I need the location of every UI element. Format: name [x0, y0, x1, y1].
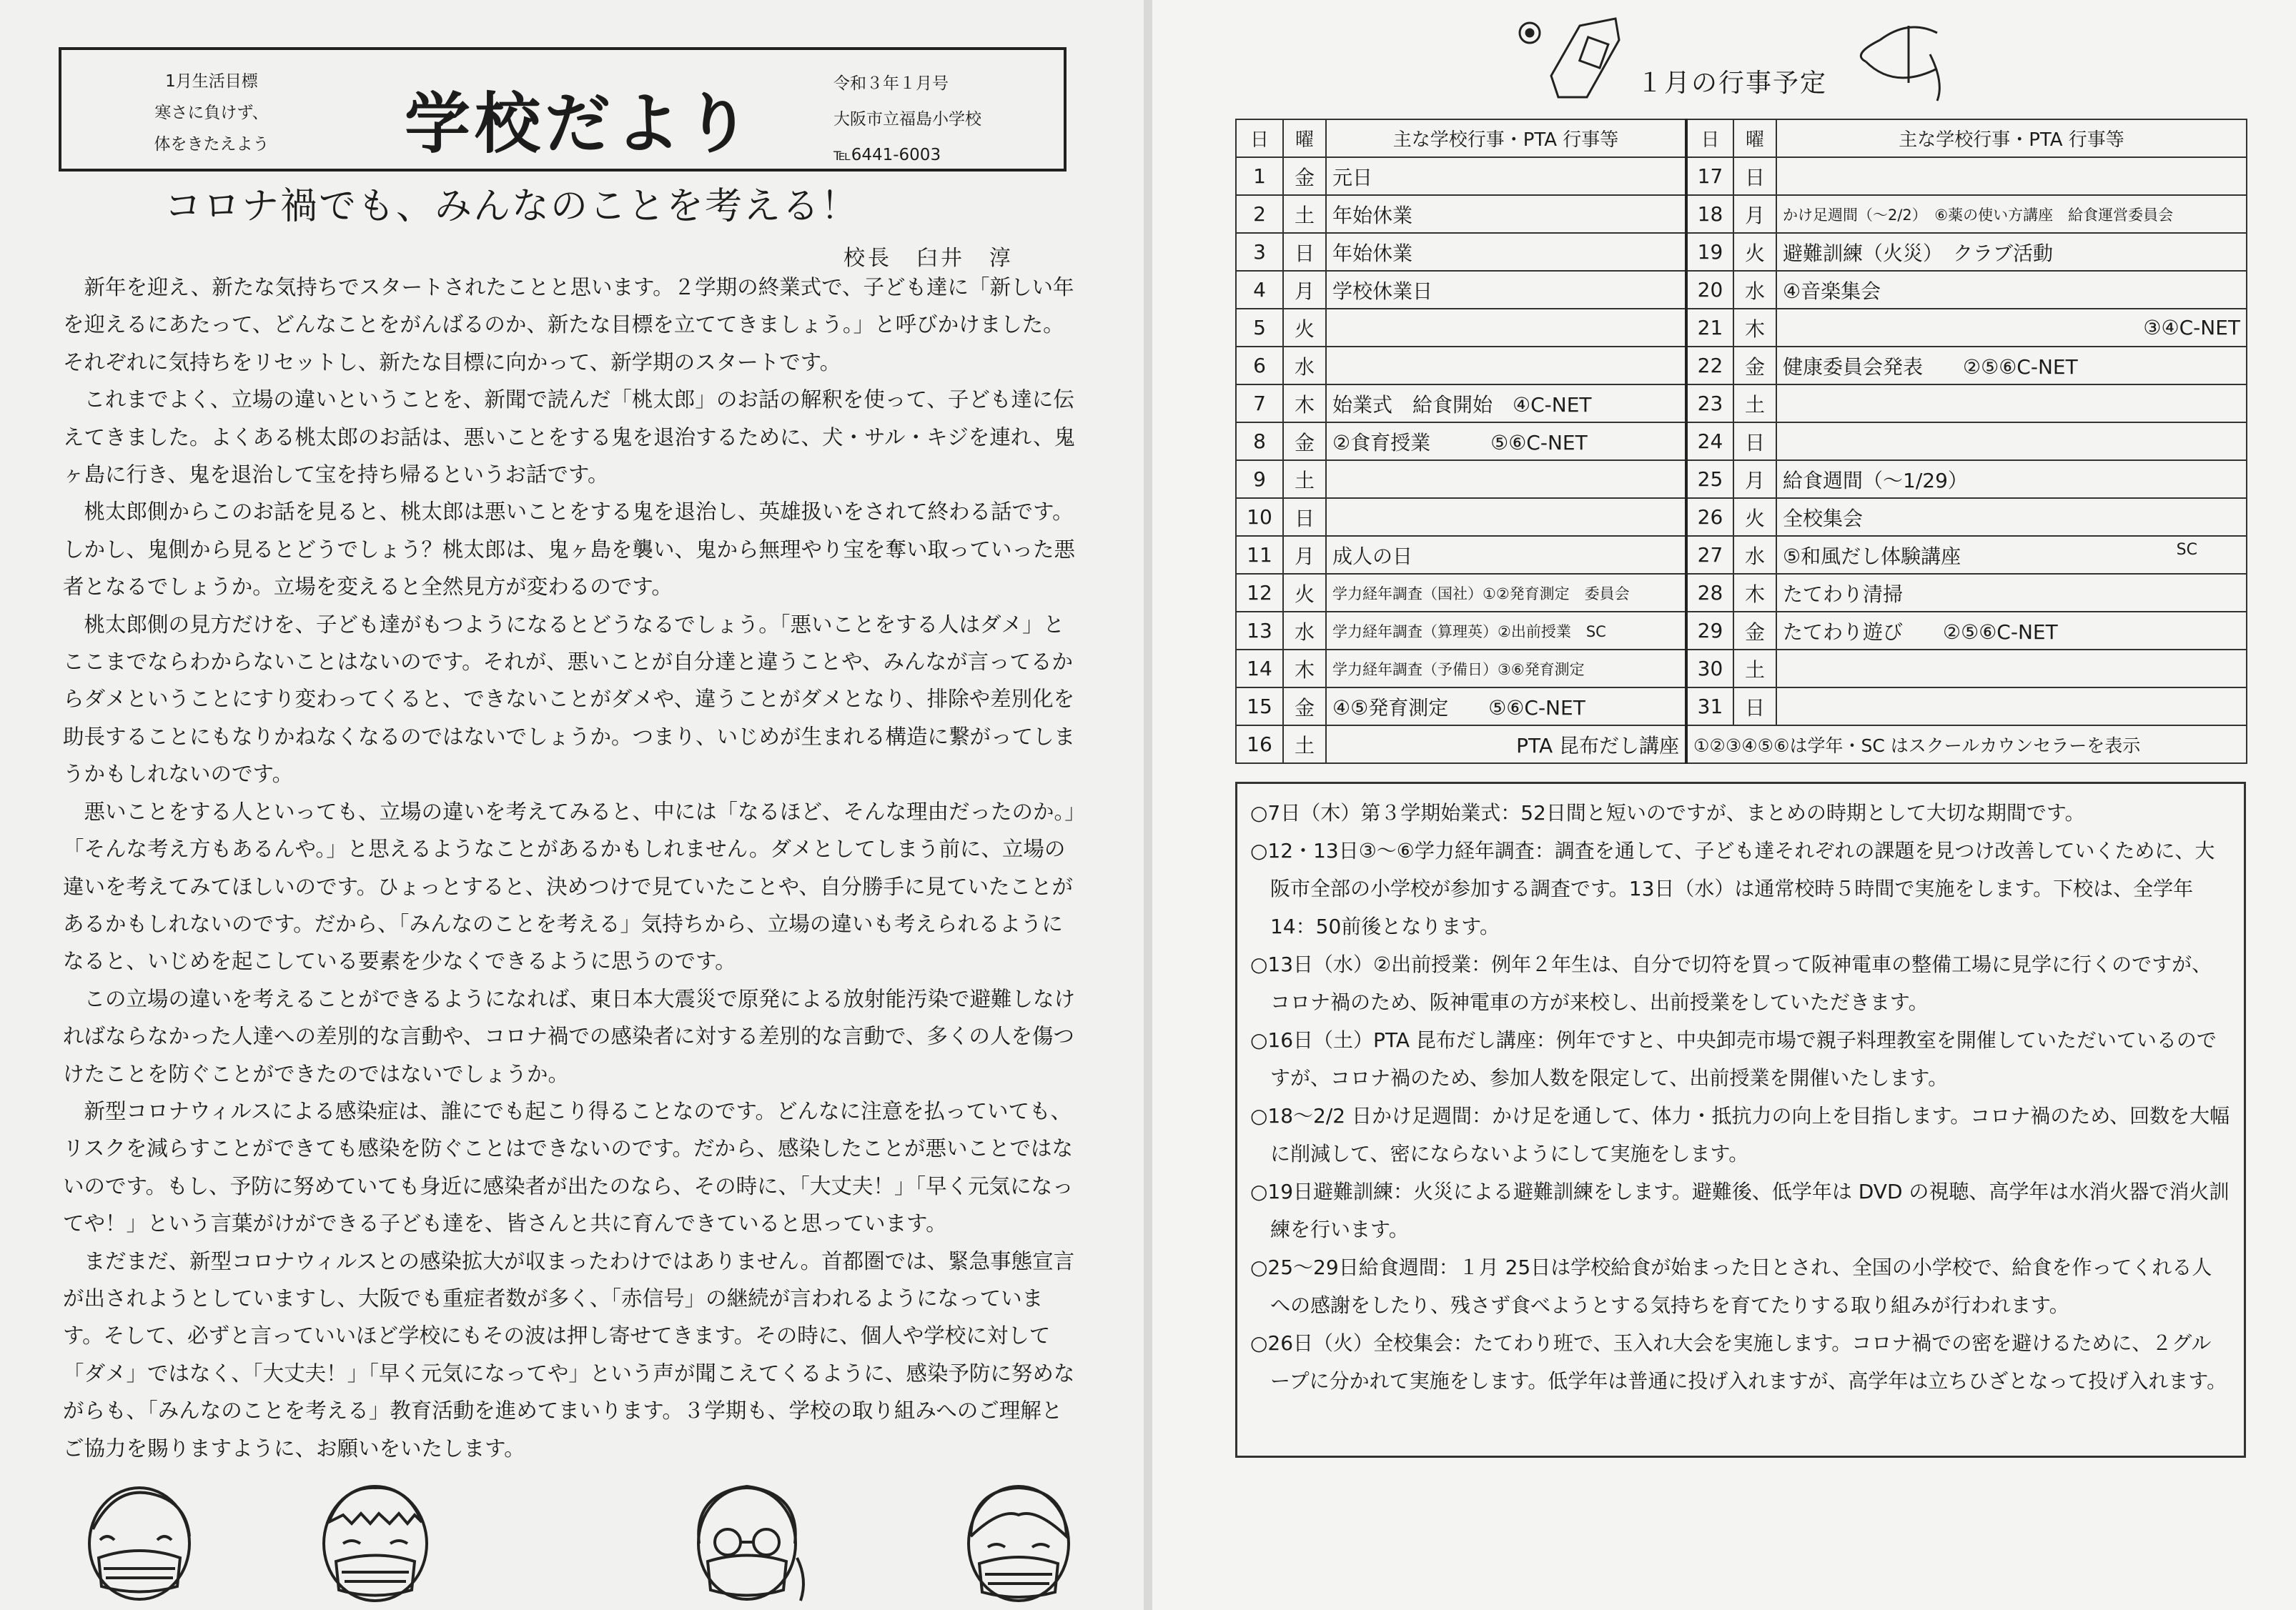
event-text: ⑤和風だし体験講座 [1783, 544, 1961, 568]
day-of-week: 水 [1733, 271, 1776, 309]
day-number: 6 [1236, 347, 1283, 384]
calendar-row [1236, 309, 2247, 347]
calendar-row [1236, 536, 2247, 574]
calendar-row [1236, 460, 2247, 498]
calendar-title: １月の行事予定 [1637, 69, 1828, 98]
day-of-week: 土 [1283, 195, 1326, 233]
day-number: 3 [1236, 233, 1283, 271]
event-cell [1326, 498, 1686, 536]
event-cell [1326, 460, 1686, 498]
day-of-week: 月 [1733, 460, 1776, 498]
event-cell: 学校休業日 [1326, 271, 1686, 309]
left-page [0, 0, 1144, 1610]
paragraph: まだまだ、新型コロナウィルスとの感染拡大が収まったわけではありません。首都圏では、緊急事態宣言が出されようとしていますし、大阪でも重症者数が多く、「赤信号」の継続が言われるようになっています。そして、必ずと言っていいほど学校にもその波は押し寄せてきます。その時に、個人や学校に対して「ダメ」ではなく、「大丈夫！」「早く元気になってや」という声が聞こえてくるように、感染予防に努めながらも、「みんなのことを考える」教育活動を進めてまいります。３学期も、学校の取り組みへのご理解とご協力を賜りますように、お願いをいたします。 [63, 1248, 1075, 1461]
day-of-week: 木 [1283, 650, 1326, 687]
event-cell: 学力経年調査（国社）①②発育測定 委員会 [1326, 574, 1686, 612]
school-name: 大阪市立福島小学校 [833, 110, 981, 129]
day-number: 22 [1686, 347, 1733, 384]
event-cell: 年始休業 [1326, 195, 1686, 233]
event-cell [1326, 309, 1686, 347]
day-of-week: 水 [1733, 536, 1776, 574]
event-cell: ③④C-NET [1776, 309, 2247, 347]
article-author: 校長 臼井 淳 [843, 246, 1014, 271]
day-number: 25 [1686, 460, 1733, 498]
note-item: ○25～29日給食週間：１月 25日は学校給食が始まった日とされ、全国の小学校で、給食を作ってくれる人への感謝をしたり、残さず食べようとする気持ちを育てたりする取り組みが行われます。 [1250, 1256, 2212, 1317]
day-number: 31 [1686, 687, 1733, 725]
event-cell: 給食週間（～1/29） [1776, 460, 2247, 498]
day-number: 21 [1686, 309, 1733, 347]
day-number: 2 [1236, 195, 1283, 233]
day-number: 8 [1236, 422, 1283, 460]
day-of-week: 土 [1733, 650, 1776, 687]
day-number: 16 [1236, 725, 1283, 763]
event-cell [1776, 687, 2247, 725]
goal-line-2: 体をきたえよう [154, 135, 269, 154]
paragraph: これまでよく、立場の違いということを、新聞で読んだ「桃太郎」のお話の解釈を使って、子ども達に伝えてきました。よくある桃太郎のお話は、悪いことをする鬼を退治するために、犬・サル・キジを連れ、鬼ヶ島に行き、鬼を退治して宝を持ち帰るというお話です。 [63, 387, 1076, 487]
paragraph: 新型コロナウィルスによる感染症は、誰にでも起こり得ることなのです。どんなに注意を払っていても、リスクを減らすことができても感染を防ぐことはできないのです。だから、感染したことが悪いことではないのです。もし、予防に努めていても身近に感染者が出たのなら、その時に、「大丈夫！」「早く元気になってや！」という言葉がけができる子ども達を、皆さんと共に育んできていると思っています。 [63, 1098, 1074, 1236]
day-of-week: 火 [1733, 233, 1776, 271]
masked-children-illustration [57, 1472, 1101, 1608]
day-number: 12 [1236, 574, 1283, 612]
calendar-row [1236, 157, 2247, 195]
calendar-row [1236, 422, 2247, 460]
day-number: 7 [1236, 384, 1283, 422]
day-number: 26 [1686, 498, 1733, 536]
day-of-week: 金 [1733, 347, 1776, 384]
event-cell: 学力経年調査（算理英）②出前授業 SC [1326, 612, 1686, 650]
event-calendar-table [1235, 119, 2247, 764]
article-headline: コロナ禍でも、みんなのことを考える！ [164, 185, 860, 228]
day-number: 14 [1236, 650, 1283, 687]
event-cell [1776, 650, 2247, 687]
day-number: 28 [1686, 574, 1733, 612]
day-of-week: 水 [1283, 347, 1326, 384]
note-item: ○7日（木）第３学期始業式：52日間と短いのですが、まとめの時期として大切な期間です。 [1250, 801, 2085, 825]
header-day: 日 [1686, 119, 1733, 157]
calendar-row [1236, 271, 2247, 309]
event-cell: ④音楽集会 [1776, 271, 2247, 309]
day-of-week: 土 [1283, 460, 1326, 498]
calendar-row [1236, 498, 2247, 536]
event-cell [1326, 347, 1686, 384]
header-dow: 曜 [1283, 119, 1326, 157]
event-cell: 全校集会 [1776, 498, 2247, 536]
paragraph: この立場の違いを考えることができるようになれば、東日本大震災で原発による放射能汚染で避難しなければならなかった人達への差別的な言動や、コロナ禍での感染者に対する差別的な言動で、多くの人を傷つけたことを防ぐことができたのではないでしょうか。 [63, 986, 1076, 1086]
day-of-week: 月 [1733, 195, 1776, 233]
day-number: 4 [1236, 271, 1283, 309]
calendar-row [1236, 650, 2247, 687]
goal-heading: 1月生活目標 [165, 72, 258, 91]
event-cell: ④⑤発育測定 ⑤⑥C-NET [1326, 687, 1686, 725]
header-events: 主な学校行事・PTA 行事等 [1326, 119, 1686, 157]
note-item: ○19日避難訓練：火災による避難訓練をします。避難後、低学年は DVD の視聴、高学年は水消火器で消火訓練を行います。 [1250, 1180, 2230, 1241]
calendar-row [1236, 574, 2247, 612]
day-number: 23 [1686, 384, 1733, 422]
day-of-week: 金 [1283, 157, 1326, 195]
paragraph: 新年を迎え、新たな気持ちでスタートされたことと思います。２学期の終業式で、子ども達に「新しい年を迎えるにあたって、どんなことをがんばるのか、新たな目標を立ててきましょう。」と呼びかけました。それぞれに気持ちをリセットし、新たな目標に向かって、新学期のスタートです。 [63, 275, 1074, 374]
paragraph: 桃太郎側からこのお話を見ると、桃太郎は悪いことをする鬼を退治し、英雄扱いをされて終わる話です。しかし、鬼側から見るとどうでしょう？桃太郎は、鬼ヶ島を襲い、鬼から無理やり宝を奪い取っていった悪者となるでしょうか。立場を変えると全然見方が変わるのです。 [63, 500, 1076, 600]
event-cell [1776, 422, 2247, 460]
paragraph: 悪いことをする人といっても、立場の違いを考えてみると、中には「なるほど、そんな理由だったのか。」「そんな考え方もあるんや。」と思えるようなことがあるかもしれません。ダメとしてしまう前に、立場の違いを考えてみてほしいのです。ひょっとすると、決めつけで見ていたことや、自分勝手に見ていたことがあるかもしれないのです。だから、「みんなのことを考える」気持ちから、立場の違いも考えられるようになると、いじめを起こしている要素を少なくできるように思うのです。 [63, 799, 1076, 974]
paragraph: 桃太郎側の見方だけを、子ども達がもつようになるとどうなるでしょう。「悪いことをする人はダメ」とここまでならわからないことはないのです。それが、悪いことが自分達と違うことや、みんなが言ってるからダメということにすり変わってくると、できないことがダメや、違うことがダメとなり、排除や差別化を助長することにもなりかねなくなるのではないでしょうか。つまり、いじめが生まれる構造に繋がってしまうかもしれないのです。 [63, 612, 1076, 787]
event-cell [1776, 384, 2247, 422]
article-body [63, 269, 1078, 1467]
goal-line-1: 寒さに負けず、 [154, 104, 269, 122]
day-number: 9 [1236, 460, 1283, 498]
event-cell: かけ足週間（～2/2） ⑥薬の使い方講座 給食運営委員会 [1776, 195, 2247, 233]
day-of-week: 水 [1283, 612, 1326, 650]
day-number: 5 [1236, 309, 1283, 347]
event-cell: 学力経年調査（予備日）③⑥発育測定 [1326, 650, 1686, 687]
calendar-legend: ①②③④⑤⑥は学年・SC はスクールカウンセラーを表示 [1686, 725, 2247, 763]
event-cell: 避難訓練（火災） クラブ活動 [1776, 233, 2247, 271]
event-cell: たてわり清掃 [1776, 574, 2247, 612]
child-face-4-icon [951, 1472, 1087, 1608]
day-number: 17 [1686, 157, 1733, 195]
event-notes [1235, 782, 2246, 1458]
day-of-week: 日 [1733, 422, 1776, 460]
monthly-goal [104, 66, 319, 160]
newsletter-header [59, 47, 1067, 172]
event-cell: PTA 昆布だし講座 [1326, 725, 1686, 763]
calendar-row [1236, 233, 2247, 271]
day-of-week: 金 [1283, 422, 1326, 460]
calendar-header-row [1236, 119, 2247, 157]
header-events: 主な学校行事・PTA 行事等 [1776, 119, 2247, 157]
day-of-week: 土 [1283, 725, 1326, 763]
day-number: 15 [1236, 687, 1283, 725]
day-of-week: 火 [1283, 574, 1326, 612]
note-item: ○16日（土）PTA 昆布だし講座：例年ですと、中央卸売市場で親子料理教室を開催していただいているのですが、コロナ禍のため、参加人数を限定して、出前授業を開催いたします。 [1250, 1028, 2217, 1090]
day-number: 30 [1686, 650, 1733, 687]
day-number: 1 [1236, 157, 1283, 195]
issue-info [833, 66, 1048, 173]
event-cell: 成人の日 [1326, 536, 1686, 574]
header-day: 日 [1236, 119, 1283, 157]
day-number: 18 [1686, 195, 1733, 233]
day-of-week: 木 [1733, 574, 1776, 612]
day-number: 24 [1686, 422, 1733, 460]
day-number: 29 [1686, 612, 1733, 650]
event-cell: たてわり遊び ②⑤⑥C-NET [1776, 612, 2247, 650]
day-of-week: 日 [1283, 498, 1326, 536]
child-face-2-icon [307, 1472, 443, 1608]
note-item: ○13日（水）②出前授業：例年２年生は、自分で切符を買って阪神電車の整備工場に見学に行くのですが、コロナ禍のため、阪神電車の方が来校し、出前授業をしていただきます。 [1250, 953, 2212, 1014]
day-number: 27 [1686, 536, 1733, 574]
event-cell: 年始休業 [1326, 233, 1686, 271]
day-of-week: 火 [1283, 309, 1326, 347]
note-item: ○18～2/2 日かけ足週間：かけ足を通して、体力・抵抗力の向上を目指します。コロナ禍のため、回数を大幅に削減して、密にならないようにして実施をします。 [1250, 1104, 2230, 1166]
note-item: ○26日（火）全校集会：たてわり班で、玉入れ大会を実施します。コロナ禍での密を避けるために、２グループに分かれて実施をします。低学年は普通に投げ入れますが、高学年は立ちひざとなって投げ入れます。 [1250, 1331, 2227, 1393]
header-dow: 曜 [1733, 119, 1776, 157]
day-number: 13 [1236, 612, 1283, 650]
day-number: 10 [1236, 498, 1283, 536]
school-tel: ℡6441-6003 [833, 146, 941, 164]
day-of-week: 木 [1283, 384, 1326, 422]
day-of-week: 月 [1283, 536, 1326, 574]
newsletter-title: 学校だより [405, 86, 756, 162]
day-of-week: 日 [1283, 233, 1326, 271]
day-number: 19 [1686, 233, 1733, 271]
child-face-3-icon [679, 1472, 815, 1608]
calendar-row [1236, 725, 2247, 763]
calendar-row [1236, 384, 2247, 422]
day-of-week: 火 [1733, 498, 1776, 536]
day-number: 11 [1236, 536, 1283, 574]
sc-mark: SC [2176, 540, 2197, 559]
calendar-row [1236, 347, 2247, 384]
event-cell: 始業式 給食開始 ④C-NET [1326, 384, 1686, 422]
day-of-week: 土 [1733, 384, 1776, 422]
note-item: ○12・13日③～⑥学力経年調査：調査を通して、子ども達それぞれの課題を見つけ改善していくために、大阪市全部の小学校が参加する調査です。13日（水）は通常校時５時間で実施をします。下校は、全学年 14：50前後となります。 [1250, 839, 2215, 938]
day-of-week: 月 [1283, 271, 1326, 309]
event-cell: 健康委員会発表 ②⑤⑥C-NET [1776, 347, 2247, 384]
child-face-1-icon [71, 1472, 207, 1608]
day-of-week: 金 [1733, 612, 1776, 650]
event-cell: 元日 [1326, 157, 1686, 195]
calendar-row [1236, 195, 2247, 233]
calendar-row [1236, 612, 2247, 650]
day-of-week: 金 [1283, 687, 1326, 725]
event-cell [1776, 536, 2247, 574]
day-of-week: 日 [1733, 157, 1776, 195]
day-number: 20 [1686, 271, 1733, 309]
day-of-week: 木 [1733, 309, 1776, 347]
event-cell [1776, 157, 2247, 195]
issue-date: 令和３年１月号 [833, 74, 949, 93]
calendar-row [1236, 687, 2247, 725]
event-cell: ②食育授業 ⑤⑥C-NET [1326, 422, 1686, 460]
day-of-week: 日 [1733, 687, 1776, 725]
